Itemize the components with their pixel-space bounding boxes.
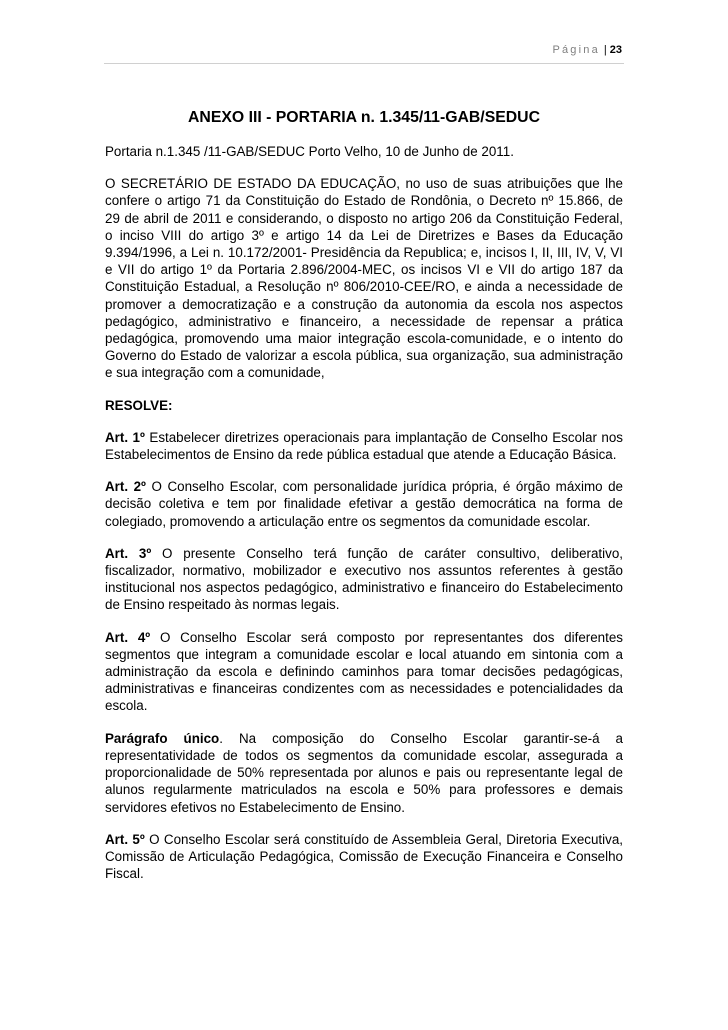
article-text: O Conselho Escolar, com personalidade jurídica própria, é órgão máximo de decisão coletiva e tem por finalidade efetivar a gestão democrática na forma de colegiado, promovendo a articulação entre os segmentos da comunidade escolar. [105, 479, 623, 529]
article-4 [105, 629, 623, 715]
article-text: O Conselho Escolar será constituído de Assembleia Geral, Diretoria Executiva, Comissão de Articulação Pedagógica, Comissão de Execução Financeira e Conselho Fiscal. [105, 831, 623, 882]
article-3 [105, 545, 623, 614]
article-label: Art. 2º [105, 479, 146, 495]
page-separator: | [603, 44, 607, 56]
article-text: O presente Conselho terá função de caráter consultivo, deliberativo, fiscalizador, normativo, mobilizador e executivo nos assuntos referentes à gestão institucional nos aspectos pedagógico, administrativo e financeiro do Estabelecimento de Ensino respeitado às normas legais. [105, 545, 623, 613]
page-label: Página [552, 44, 600, 56]
paragrafo-unico [105, 730, 623, 816]
header-divider [104, 63, 624, 64]
page-number: 23 [609, 44, 622, 56]
article-label: Art. 1º [105, 429, 145, 445]
article-label: Art. 4º [105, 629, 151, 645]
resolve-heading [105, 397, 623, 414]
article-text: . Na composição do Conselho Escolar garantir-se-á a representatividade de todos os segmentos da comunidade escolar, assegurada a proporcionalidade de 50% representada por alunos e pais ou representante legal de alunos regularmente matriculados na escola e 50% para professores e demais servidores efetivos no Estabelecimento de Ensino. [105, 730, 624, 815]
preamble-paragraph: O SECRETÁRIO DE ESTADO DA EDUCAÇÃO, no uso de suas atribuições que lhe confere o artigo 71 da Constituição do Estado de Rondônia, o Decreto nº 15.866, de 29 de abril de 2011 e considerando, o disposto no artigo 206 da Constituição Federal, o inciso VIII do artigo 3º e artigo 14 da Lei de Diretrizes e Bases da Educação 9.394/1996, a Lei n. 10.172/2001- Presidência da Republica; e, incisos I, II, III, IV, V, VI e VII do artigo 1º da Portaria 2.896/2004-MEC, os incisos VI e VII do artigo 187 da Constituição Estadual, a Resolução nº 806/2010-CEE/RO, e ainda a necessidade de promover a democratização e a construção da autonomia da escola nos aspectos pedagógico, administrativo e financeiro, a necessidade de repensar a prática pedagógica, promovendo uma maior integração escola-comunidade, e o intento do Governo do Estado de valorizar a escola pública, sua organização, sua administração e sua integração com a comunidade, [105, 176, 623, 381]
resolve-label: RESOLVE: [105, 397, 173, 413]
document-subtitle: Portaria n.1.345 /11-GAB/SEDUC Porto Velho, 10 de Junho de 2011. [105, 144, 514, 159]
page-header [0, 44, 622, 62]
article-label: Art. 5º [105, 831, 145, 847]
article-label: Art. 3º [105, 545, 152, 561]
article-text: O Conselho Escolar será composto por representantes dos diferentes segmentos que integram a comunidade escolar e local atuando em sintonia com a administração da escola e definindo caminhos para tomar decisões pedagógicas, administrativas e financeiras condizentes com as necessidades e potencialidades da escola. [105, 629, 623, 714]
article-1 [105, 429, 623, 463]
article-2 [105, 478, 623, 530]
document-body [105, 108, 623, 897]
article-5 [105, 831, 623, 883]
article-text: Estabelecer diretrizes operacionais para implantação de Conselho Escolar nos Estabelecimentos de Ensino da rede pública estadual que atende a Educação Básica. [105, 429, 623, 463]
article-label: Parágrafo único [105, 730, 220, 746]
document-title: ANEXO III - PORTARIA n. 1.345/11-GAB/SEDUC [188, 109, 540, 126]
